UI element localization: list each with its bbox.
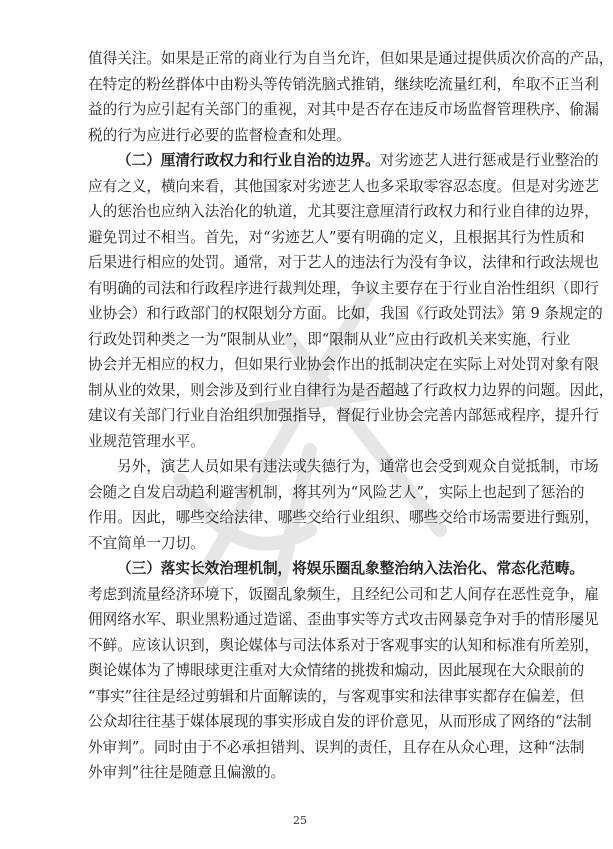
text-line: 业规范管理水平。 <box>88 432 205 450</box>
paragraph-3 <box>88 454 599 556</box>
text-line: 舆论媒体为了博眼球更注重对大众情绪的挑拨和煽动，因此展现在大众眼前的 <box>88 662 585 679</box>
text-line: 公众却往往基于媒体展现的事实形成自发的评价意见，从而形成了网络的“法制 <box>88 713 592 730</box>
text-line: 后果进行相应的处罚。通常，对于艺人的违法行为没有争议，法律和行政法规也 <box>88 254 599 271</box>
text-line: 行政处罚种类之一为“限制从业”，即“限制从业”应由行政机关来实施，行业 <box>88 330 571 348</box>
text-line: 建议有关部门行业自治组织加强指导，督促行业协会完善内部惩戒程序，提升行 <box>88 407 599 424</box>
text-line: 税的行为应进行必要的监督检查和处理。 <box>88 126 351 144</box>
text-line: 制从业的效果，则会涉及到行业自律行为是否超越了行政权力边界的问题。因此， <box>88 381 613 399</box>
text-line: 避免罚过不相当。首先，对“劣迹艺人”要有明确的定义，且根据其行为性质和 <box>88 228 585 246</box>
document-body <box>88 46 613 786</box>
paragraph-1 <box>88 46 613 148</box>
text-line: 会随之自发启动趋利避害机制，将其列为“风险艺人”，实际上也起到了惩治的 <box>88 483 585 501</box>
text-span: 对劣迹艺人进行惩戒是行业整治的 <box>379 152 599 169</box>
text-line: 应有之义，横向来看，其他国家对劣迹艺人也多采取零容忍态度。但是对劣迹艺 <box>88 177 599 195</box>
text-line: 不宜简单一刀切。 <box>88 534 205 552</box>
text-line: 有明确的司法和行政程序进行裁判处理，争议主要存在于行业自治性组织（即行 <box>88 279 599 297</box>
text-line: 益的行为应引起有关部门的重视，对其中是否存在违反市场监督管理秩序、偷漏 <box>88 101 599 118</box>
text-line: 佣网络水军、职业黑粉通过造谣、歪曲事实等方式攻击网暴竞争对手的情形屡见 <box>88 611 599 628</box>
paragraph-4 <box>88 556 599 786</box>
text-line: 业协会）和行政部门的权限划分方面。比如，我国《行政处罚法》第 9 条规定的 <box>88 305 603 322</box>
text-line: 考虑到流量经济环境下，饭圈乱象频生，且经纪公司和艺人间存在恶性竞争，雇 <box>88 585 599 603</box>
text-line: 作用。因此，哪些交给法律、哪些交给行业组织、哪些交给市场需要进行甄别， <box>88 509 599 526</box>
paragraph-2 <box>88 148 613 454</box>
text-line: 值得关注。如果是正常的商业行为自当允许，但如果是通过提供质次价高的产品， <box>88 50 613 67</box>
text-line <box>88 556 585 582</box>
text-line: 在特定的粉丝群体中由粉头等传销洗脑式推销，继续吃流量红利，牟取不正当利 <box>88 75 599 93</box>
text-line: 外审判”。同时由于不必承担错判、误判的责任，且存在从众心理，这种“法制 <box>88 738 585 756</box>
text-line: 协会并无相应的权力，但如果行业协会作出的抵制决定在实际上对处罚对象有限 <box>88 356 599 373</box>
text-line: 人的惩治也应纳入法治化的轨道，尤其要注意厘清行政权力和行业自律的边界， <box>88 203 599 220</box>
page-number: 25 <box>293 814 307 827</box>
section-heading: （三）落实长效治理机制，将娱乐圈乱象整治纳入法治化、常态化范畴。 <box>117 560 585 577</box>
text-line: “事实”往往是经过剪辑和片面解读的，与客观事实和法律事实都存在偏差，但 <box>88 687 585 705</box>
text-line <box>88 148 599 174</box>
text-line: 另外，演艺人员如果有违法或失德行为，通常也会受到观众自觉抵制，市场 <box>117 458 599 475</box>
text-line: 不鲜。应该认识到，舆论媒体与司法体系对于客观事实的认知和标准有所差别， <box>88 636 599 654</box>
text-line: 外审判”往往是随意且偏激的。 <box>88 764 286 781</box>
section-heading: （二）厘清行政权力和行业自治的边界。 <box>117 152 380 169</box>
